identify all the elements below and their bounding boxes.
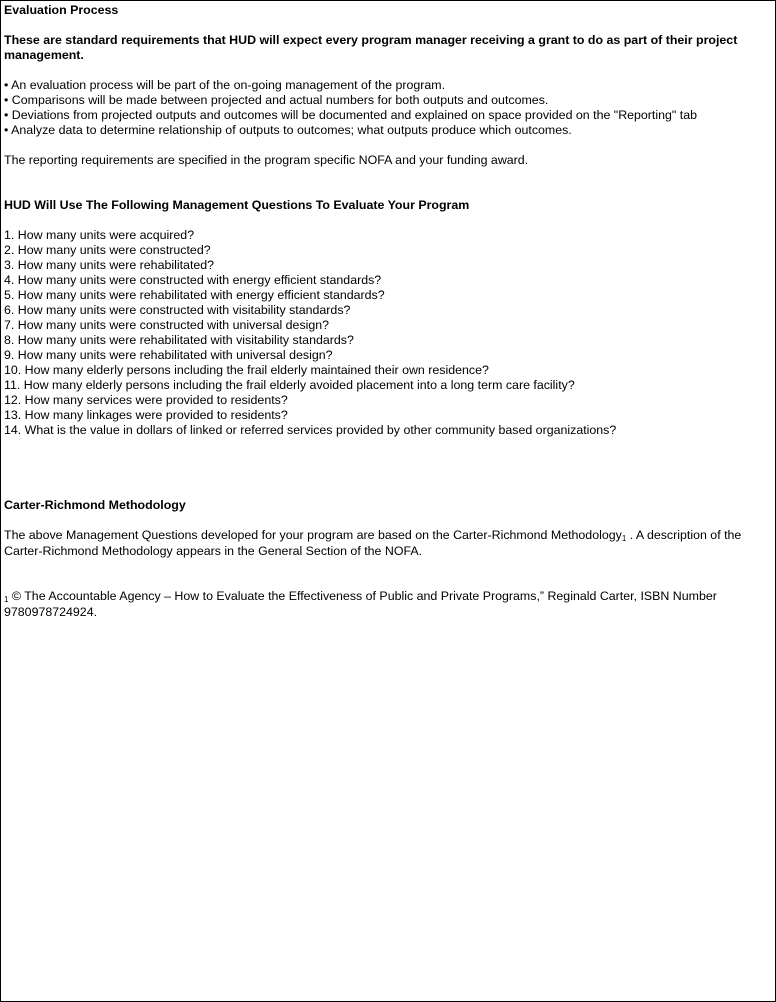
question-item: 8. How many units were rehabilitated with visitability standards? <box>4 333 354 347</box>
question-item: 13. How many linkages were provided to residents? <box>4 408 288 422</box>
question-item: 4. How many units were constructed with energy efficient standards? <box>4 273 382 287</box>
intro-paragraph: These are standard requirements that HUD will expect every program manager receiving a grant to do as part of their project management. <box>4 33 738 62</box>
question-item: 3. How many units were rehabilitated? <box>4 258 215 272</box>
spacer <box>4 438 772 498</box>
spacer <box>4 168 772 198</box>
question-item: 1. How many units were acquired? <box>4 228 195 242</box>
bullet-list <box>4 78 772 138</box>
footnote-text: © The Accountable Agency – How to Evaluate the Effectiveness of Public and Private Programs,” Reginald Carter, ISBN Number 9780978724924. <box>4 589 717 619</box>
section-title-evaluation-process: Evaluation Process <box>4 3 119 17</box>
bullet-item: • Comparisons will be made between projected and actual numbers for both outputs and outcomes. <box>4 93 549 107</box>
question-item: 12. How many services were provided to residents? <box>4 393 288 407</box>
methodology-text-cont: . A description of the Carter-Richmond Methodology appears in the General Section of the NOFA. <box>4 528 742 558</box>
question-item: 7. How many units were constructed with universal design? <box>4 318 330 332</box>
question-item: 11. How many elderly persons including the frail elderly avoided placement into a long term care facility? <box>4 378 575 392</box>
bullet-item: • Analyze data to determine relationship of outputs to outcomes; what outputs produce which outcomes. <box>4 123 572 137</box>
footnote-mark: 1 <box>4 595 9 604</box>
footnote-reference: 1 <box>621 534 627 543</box>
bullet-item: • Deviations from projected outputs and outcomes will be documented and explained on space provided on the "Reporting" tab <box>4 108 697 122</box>
spacer <box>4 513 772 528</box>
question-item: 2. How many units were constructed? <box>4 243 211 257</box>
spacer <box>4 559 772 589</box>
section-title-management-questions: HUD Will Use The Following Management Questions To Evaluate Your Program <box>4 198 470 212</box>
spacer <box>4 63 772 78</box>
reporting-note: The reporting requirements are specified in the program specific NOFA and your funding award. <box>4 153 529 167</box>
methodology-text: The above Management Questions developed for your program are based on the Carter-Richmond Methodology <box>4 528 622 542</box>
section-title-methodology: Carter-Richmond Methodology <box>4 498 186 512</box>
question-item: 9. How many units were rehabilitated with universal design? <box>4 348 333 362</box>
spacer <box>4 138 772 153</box>
question-item: 14. What is the value in dollars of linked or referred services provided by other community based organizations? <box>4 423 617 437</box>
spacer <box>4 213 772 228</box>
question-list <box>4 228 772 438</box>
methodology-paragraph <box>4 528 772 559</box>
bullet-item: • An evaluation process will be part of the on-going management of the program. <box>4 78 446 92</box>
question-item: 5. How many units were rehabilitated with energy efficient standards? <box>4 288 385 302</box>
footnote <box>4 589 772 620</box>
question-item: 6. How many units were constructed with visitability standards? <box>4 303 351 317</box>
question-item: 10. How many elderly persons including the frail elderly maintained their own residence? <box>4 363 489 377</box>
